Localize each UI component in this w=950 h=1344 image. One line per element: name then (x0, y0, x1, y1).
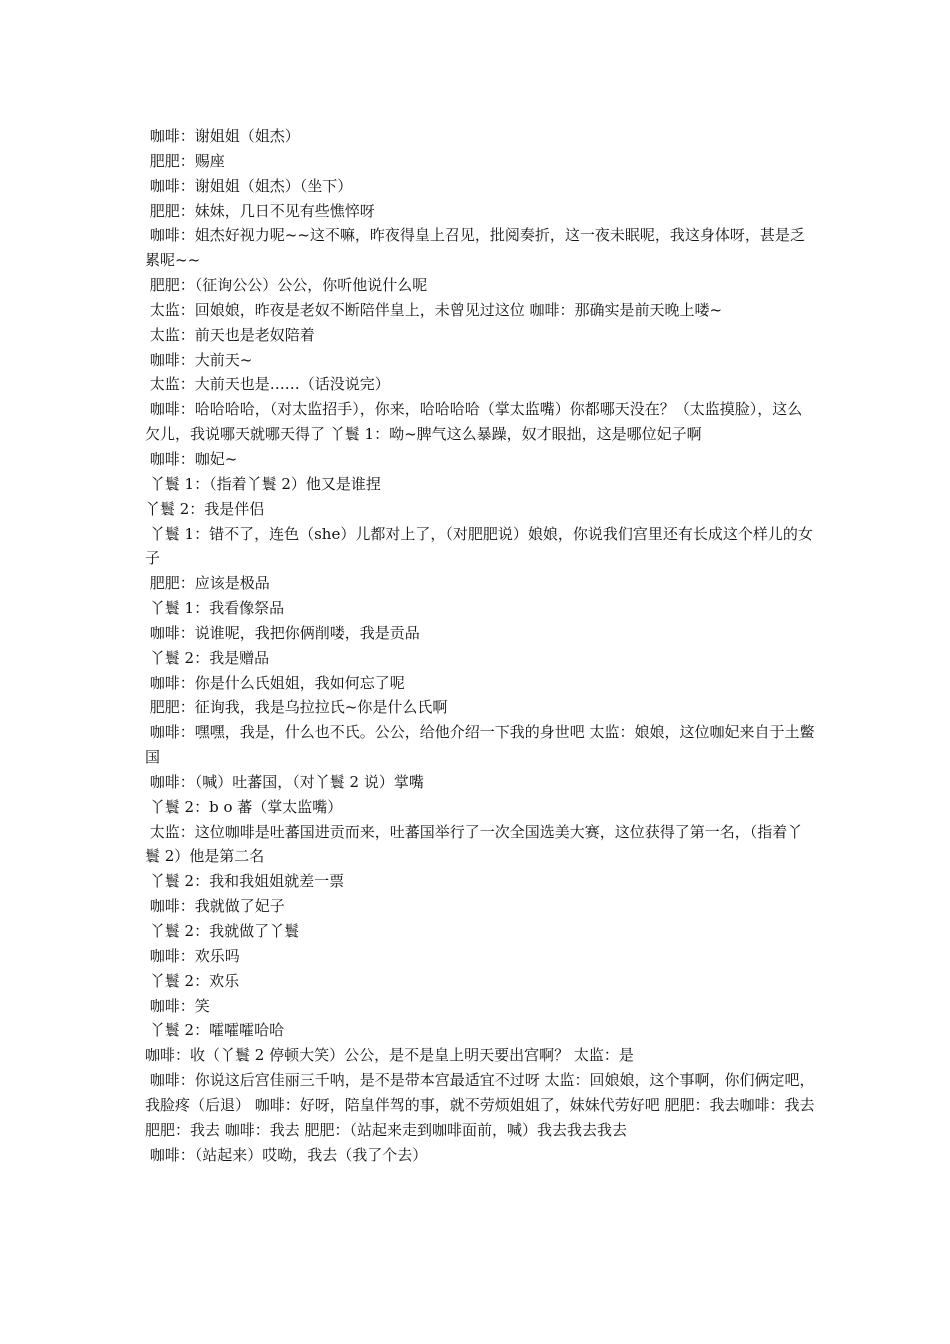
dialogue-line: 咖啡：说谁呢，我把你俩削喽，我是贡品 (145, 623, 420, 642)
dialogue-line: 丫鬟 2：我是伴侣 (145, 499, 265, 518)
dialogue-line: 咖啡：嘿嘿，我是，什么也不氏。公公，给他介绍一下我的身世吧 太监：娘娘，这位咖妃来自于土鳖国 (145, 723, 815, 767)
dialogue-line: 咖啡：（喊）吐蕃国，（对丫鬟 2 说）掌嘴 (145, 772, 424, 791)
dialogue-line: 咖啡：欢乐吗 (145, 946, 240, 965)
dialogue-line: 咖啡：（站起来）哎呦，我去（我了个去） (145, 1145, 428, 1164)
dialogue-line: 肥肥：妹妹，几日不见有些憔悴呀 (145, 201, 375, 220)
dialogue-line: 咖啡：你说这后宫佳丽三千呐，是不是带本宫最适宜不过呀 太监：回娘娘，这个事啊，你们俩定吧，我脸疼（后退） 咖啡：好呀，陪皇伴驾的事，就不劳烦姐姐了，妹妹代劳好吧 肥肥：我去咖啡：我去肥肥：我去 咖啡：我去 肥肥：（站起来走到咖啡面前，喊）我去我去我去 (145, 1071, 815, 1139)
dialogue-line: 丫鬟 1：（指着丫鬟 2）他又是谁捏 (145, 474, 381, 493)
dialogue-line: 咖啡：你是什么氏姐姐，我如何忘了呢 (145, 673, 405, 692)
dialogue-line: 太监：前天也是老奴陪着 (145, 325, 315, 344)
dialogue-line: 咖啡：大前天~ (145, 350, 253, 369)
dialogue-line: 太监：大前天也是……（话没说完） (145, 375, 390, 394)
dialogue-line: 太监：回娘娘，昨夜是老奴不断陪伴皇上，未曾见过这位 咖啡：那确实是前天晚上喽~ (145, 300, 723, 319)
dialogue-line: 肥肥：征询我，我是乌拉拉氏~你是什么氏啊 (145, 698, 448, 717)
dialogue-line: 丫鬟 1：我看像祭品 (145, 599, 285, 618)
dialogue-line: 太监：这位咖啡是吐蕃国进贡而来，吐蕃国举行了一次全国选美大赛，这位获得了第一名，（指着丫鬟 2）他是第二名 (145, 822, 803, 866)
dialogue-line: 咖啡：谢姐姐（姐杰）（坐下） (145, 176, 353, 195)
dialogue-line: 咖啡：咖妃~ (145, 449, 238, 468)
dialogue-line: 肥肥：赐座 (145, 151, 225, 170)
dialogue-line: 丫鬟 2：嚯嚯嚯哈哈 (145, 1021, 285, 1040)
dialogue-line: 丫鬟 2：欢乐 (145, 971, 240, 990)
dialogue-line: 肥肥：（征询公公）公公，你听他说什么呢 (145, 276, 428, 295)
dialogue-line: 丫鬟 2：b o 蕃（掌太监嘴） (145, 797, 343, 816)
dialogue-line: 丫鬟 2：我就做了丫鬟 (145, 922, 300, 940)
script-text (145, 124, 817, 1167)
dialogue-line: 咖啡：笑 (145, 996, 210, 1015)
dialogue-line: 肥肥：应该是极品 (145, 574, 270, 593)
dialogue-line: 丫鬟 2：我和我姐姐就差一票 (145, 872, 345, 891)
dialogue-line: 咖啡：我就做了妃子 (145, 897, 285, 916)
dialogue-line: 丫鬟 2：我是赠品 (145, 648, 270, 667)
dialogue-line: 丫鬟 1：错不了，连色（she）儿都对上了，（对肥肥说）娘娘，你说我们宫里还有长成这个样儿的女子 (145, 524, 813, 568)
dialogue-line: 咖啡：哈哈哈哈，（对太监招手），你来，哈哈哈哈（掌太监嘴）你都哪天没在？（太监摸脸），这么欠儿，我说哪天就哪天得了 丫鬟 1：呦~脾气这么暴躁，奴才眼拙，这是哪位妃子啊 (145, 400, 803, 444)
dialogue-line: 咖啡：谢姐姐（姐杰） (145, 127, 300, 145)
dialogue-line: 咖啡：收（丫鬟 2 停顿大笑）公公，是不是皇上明天要出宫啊？ 太监：是 (145, 1046, 634, 1065)
dialogue-line: 咖啡：姐杰好视力呢~~这不嘛，昨夜得皇上召见，批阅奏折，这一夜未眠呢，我这身体呀，甚是乏累呢~~ (145, 226, 805, 270)
